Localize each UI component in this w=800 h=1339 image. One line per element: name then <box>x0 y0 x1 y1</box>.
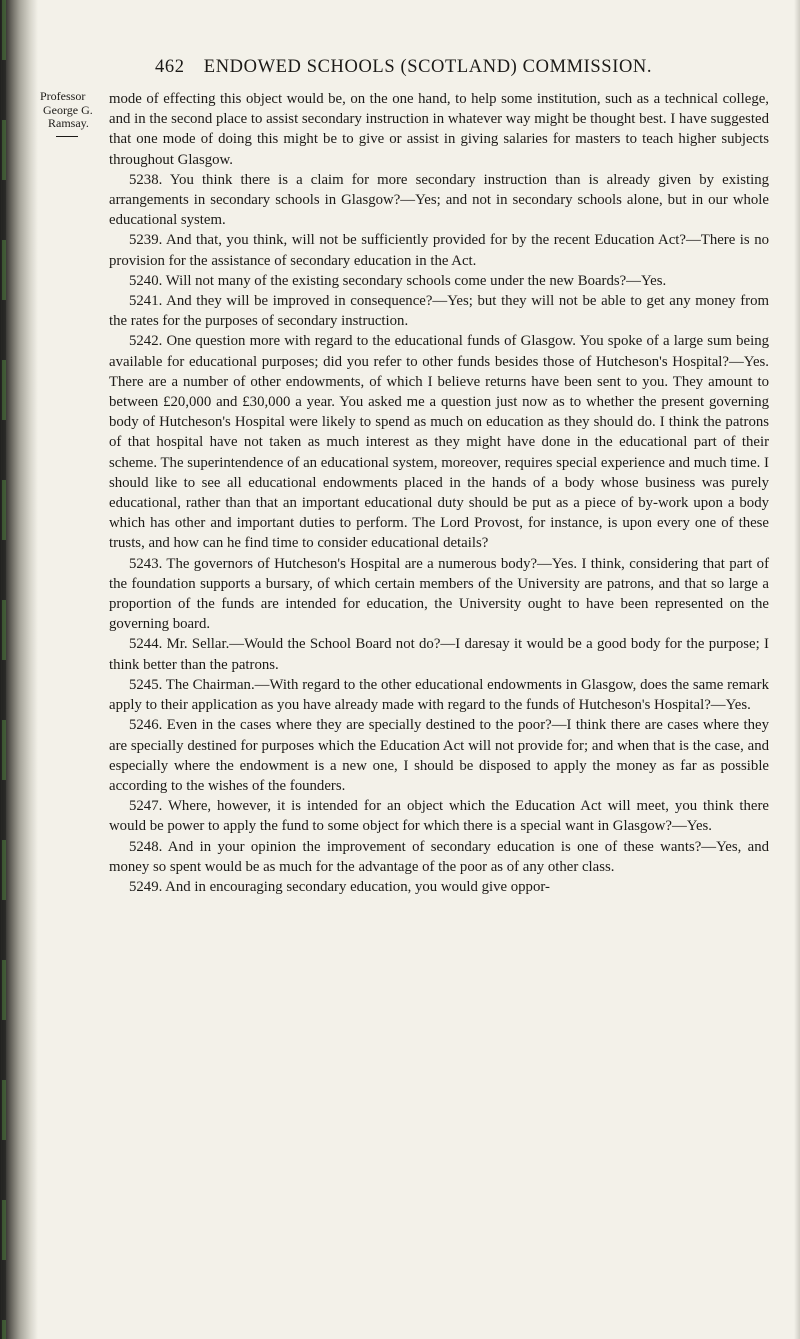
paragraph-5242: 5242. One question more with regard to the educational funds of Glasgow. You spoke of a large sum being available for educational purposes; did you refer to other funds besides those of Hutcheson's Hospital?—Yes. There are a number of other endowments, of which I believe returns have been sent to you. They amount to between £20,000 and £30,000 a year. You asked me a question just now as to whether the present governing body of Hutcheson's Hospital were likely to spend as much on education as they should do. I think the patrons of that hospital have not taken as much interest as they might have done in the educational part of their scheme. The superintendence of an educational system, moreover, requires special experience and much time. I should like to see all educational endowments placed in the hands of a body whose business was purely educational, rather than that an important educational duty should be put as a piece of by-work upon a body which has other and important duties to perform. The Lord Provost, for instance, is upon every one of these trusts, and how can he find time to consider educational details? <box>109 333 769 552</box>
running-header <box>155 57 652 78</box>
margin-note-line: Professor <box>40 89 86 103</box>
margin-note-witness <box>40 90 102 137</box>
paragraph-5247: 5247. Where, however, it is intended for an object which the Education Act will meet, you think there would be power to apply the fund to some object for which there is a special want in Glasgow?—Yes. <box>109 798 769 835</box>
page-number: 462 <box>155 57 185 77</box>
running-title: ENDOWED SCHOOLS (SCOTLAND) COMMISSION. <box>203 57 653 77</box>
margin-note-line: Ramsay. <box>48 116 89 130</box>
paragraph-5240: 5240. Will not many of the existing secondary schools come under the new Boards?—Yes. <box>129 272 667 289</box>
margin-note-rule <box>56 136 78 137</box>
paragraph-continuation: mode of effecting this object would be, on the one hand, to help some institution, such as a technical college, and in the second place to assist secondary instruction in whatever way might be thought best. I have suggested that one mode of doing this might be to give or assist in giving salaries for masters to teach higher subjects throughout Glasgow. <box>109 91 769 168</box>
paragraph-5248: 5248. And in your opinion the improvement of secondary education is one of these wants?—Yes, and money so spent would be as much for the advantage of the poor as of any other class. <box>109 838 769 875</box>
binding-edge <box>2 0 6 1339</box>
margin-note-line: George G. <box>43 102 93 117</box>
paragraph-5246: 5246. Even in the cases where they are specially destined to the poor?—I think there are cases where they are specially destined for purposes which the Education Act will not provide for; and when that is the case, and especially where the endowment is a new one, I should be disposed to apply the money as far as possible according to the wishes of the founders. <box>109 717 769 794</box>
paragraph-5249: 5249. And in encouraging secondary education, you would give oppor- <box>129 878 550 895</box>
paragraph-5245: 5245. The Chairman.—With regard to the other educational endowments in Glasgow, does the same remark apply to their application as you have already made with regard to the funds of Hutcheson's Hospital?—Yes. <box>109 676 769 714</box>
paragraph-5244: 5244. Mr. Sellar.—Would the School Board not do?—I daresay it would be a good body for the purpose; I think better than the patrons. <box>109 636 769 673</box>
paragraph-5238: 5238. You think there is a claim for more secondary instruction than is already given by existing arrangements in secondary schools in Glasgow?—Yes; and not in secondary schools alone, but in our whole educational system. <box>109 171 769 229</box>
page-body <box>109 89 769 897</box>
paragraph-5239: 5239. And that, you think, will not be sufficiently provided for by the recent Education Act?—There is no provision for the assistance of secondary education in the Act. <box>109 232 769 269</box>
paragraph-5241: 5241. And they will be improved in consequence?—Yes; but they will not be able to get any money from the rates for the purposes of secondary instruction. <box>109 293 769 330</box>
paragraph-5243: 5243. The governors of Hutcheson's Hospital are a numerous body?—Yes. I think, considering that part of the foundation supports a bursary, of which certain members of the University are patrons, and that so large a proportion of the funds are intended for education, the University ought to have been represented on the governing board. <box>109 555 769 633</box>
page-right-edge <box>794 0 800 1339</box>
